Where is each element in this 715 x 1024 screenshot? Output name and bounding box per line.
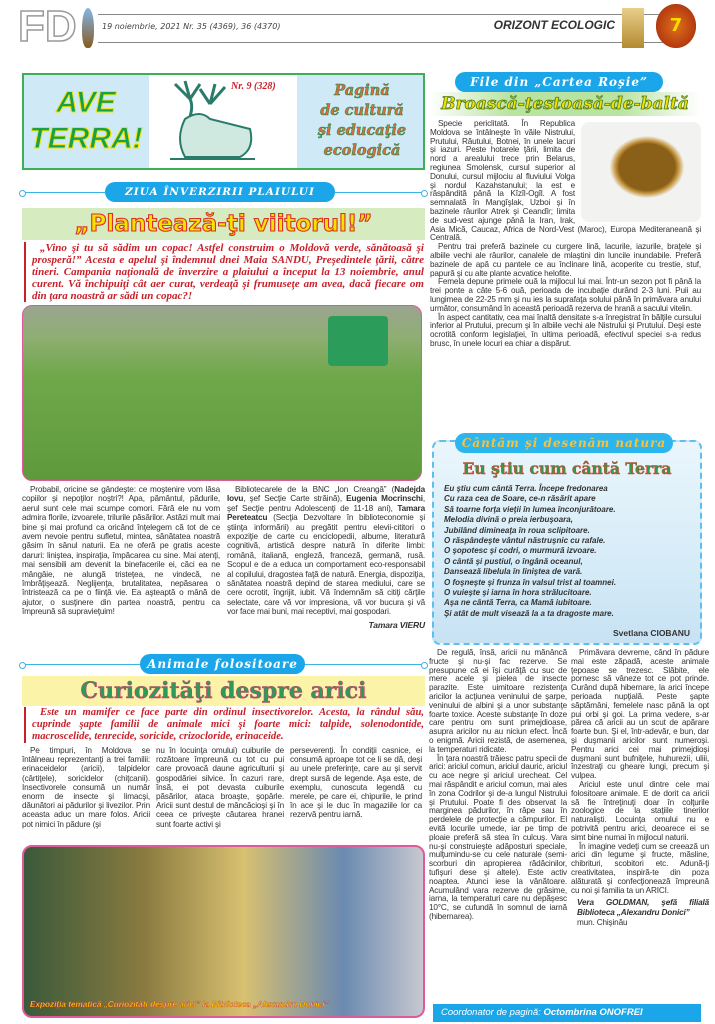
poem-author: Svetlana CIOBANU <box>613 628 690 638</box>
article1-paragraph-1: Probabil, oricine se gândeşte: ce moştenire vom lăsa copiilor şi nepoţilor noştri?! Apa, pământul, pădurile, aerul sunt cele mai scumpe comori. Fără ele nu vom admira florile, izvoarele, trilurile păsărilor. Astăzi mult mai bine şi mai profund ca oricând înţelegem că tot de ce avem nevoie pentru sufletul, mintea, sănătatea noastră găsim în sânul naturii. Ea ne oferă pe gratis aceste daruri: liniştea, inspiraţia, împăcarea cu sine. Mai atenţi, mai sensibili am devenit la binefacerile ei, căci ea ne mângâie, ne alungă tristeţea, ne vindecă, ne îmbrăţişează. Neglijenţa, brutalitatea, nepăsarea o întristează ca pe o fiinţă vie. Ea aşteaptă o mână de ajutor, o susţinere din partea noastră, pentru ca împreună să supravieţuim! <box>22 485 220 617</box>
article3-column-4: De regulă, însă, aricii nu mănâncă fructe şi nu-şi fac rezerve. Se presupune că ei îşi curăţă cu suc de mere acele şi pielea de insecte parazite. Este uimitoare rezistenţa aricilor la acţiunea veninului de şarpe, veninului de albini şi a unor substanţe foarte toxice. Aceste substanţe în doze care pentru om sunt primejdioase, asupra aricilor nu au niciun efect. Încă o enigmă. Aricii rezistă, de asemenea, la temperaturi ridicate. În ţara noastră trăiesc patru specii de arici: ariciul comun, ariciul dauric, ariciul cu ace negre şi ariciul urecheat. Cel mai răspândit e ariciul comun, mai ales în zona Codrilor şi de-a lungul Nistrului şi Prutului. Poate fi des observat la marginea pădurilor, în râpe sau în perdelele de protecţie a câmpurilor. El evită locurile umede, iar pe timp de ploaie preferă să stea în culcuş. Vara nu-şi construieşte adăposturi speciale, mulţumindu-se cu cele naturale (semi-scorburi din apropierea rădăcinilor, tufişuri dese şi altele). Este activ noaptea. Atunci iese la vânătoare. Acumulând vara rezerve de grăsime, iarna, la temperaturi care nu depăşesc 10°C, se cufundă în somnul de iarnă (hibernarea). <box>429 648 567 921</box>
article1-columns <box>22 485 425 630</box>
issue-number: Nr. 9 (328) <box>231 81 276 92</box>
issue-date: 19 noiembrie, 2021 Nr. 35 (4369), 36 (4370) <box>102 22 281 31</box>
rubric-ziua-inverzirii: ZIUA ÎNVERZIRII PLAIULUI <box>105 182 335 202</box>
rubric-cantam-desenam: Cântăm şi desenăm natura <box>455 433 673 453</box>
article3-intro: Este un mamifer ce face parte din ordinul insectivorelor. Acesta, la rândul său, cuprinde şapte familii de animale mici şi foarte mici: talpide, solenodontide, macroscelide, tenrecide, soricide, crizocloride, erinaceide. <box>24 707 424 743</box>
rubric-cartea-rosie: File din „Cartea Roşie” <box>455 72 663 92</box>
masthead <box>22 73 425 170</box>
article3-place: mun. Chişinău <box>577 918 628 928</box>
poem-title: Eu ştiu cum cântă Terra <box>462 459 672 478</box>
poem-lines: Eu ştiu cum cântă Terra. Începe fredonarea Cu raza cea de Soare, ce-n răsărit apare Să toarne forţa vieţii în lumea înconjurătoare. Melodia divină o preia ierbuşoara, Jubilând dimineaţa în roua sclipitoare. O răspândeşte vântul năstruşnic cu rafale. O şopotesc şi codri, o murmură izvoare. O cântă şi pustiul, o îngână oceanul, Dansează libelula în liniştea de vară. O foşneşte şi frunza în valsul trist al toamnei. O vuieşte şi iarna în hora strălucitoare. Aşa ne cântă Terra, ca Mamă iubitoare. Şi atât de mult visează la a ta dragoste mare. <box>444 484 617 618</box>
fd-logo: FD <box>18 2 77 51</box>
article3-title: Curiozităţi despre arici <box>22 676 425 706</box>
article3-column-5: Primăvara devreme, când în pădure mai este zăpadă, aceste animale ţepoase se trezesc. Slăbite, ele pornesc să vâneze tot ce pot prinde. Curând după hibernare, la arici începe perioada nupţială. Peste şapte săptămâni, femelele nasc până la opt pui orbi şi goi. La prima vedere, s-ar părea că aricii au un scut de apărare foarte bun. Şi el, într-adevăr, e bun, dar şi duşmanii aricilor sunt numeroşi. Pentru arici cei mai primejdioşi duşmani sunt bufniţele, huhurezii, uliii, înzestraţi cu gheare lungi, precum şi vulpea. Ariciul este unul dintre cele mai folositoare animale. E de dorit ca aricii să fie întreţinuţi doar în colţurile zoologice de la staţiile tinerilor naturalişti. Locuinţa omului nu e potrivită pentru arici, deoarece ei se simt bine numai în mijlocul naturii. În imagine vedeţi cum se creează un arici din legume şi fructe, măsline, chibrituri, scobitori etc. Adună-ţi creativitatea, inspiră-te din poza alăturată şi confecţionează împreună cu noi şi familia ta un ARICI. Vera GOLDMAN, şefă filială Biblioteca „Alexandru Donici” mun. Chişinău <box>571 648 709 928</box>
article1-author: Tamara VIERU <box>368 619 425 630</box>
rubric-animale-folositoare: Animale folositoare <box>140 654 305 674</box>
poem-box <box>432 440 702 645</box>
page-number: 7 <box>656 4 696 48</box>
article3-column-3: perseverenţi. În condiţii casnice, ei consumă aproape tot ce li se dă, deşi au unele preferinţe, care au şi servit drept sursă de legende. Aşa este, de exemplu, cunoscuta legendă cu merele, pe care ei, chipurile, le prind în ace şi le duc în magaziile lor ca rezervă pentru iarnă. <box>290 746 422 820</box>
article1-paragraph-2: Bibliotecarele de la BNC „Ion Creangă” (Nadejda Iovu, şef Secţie Carte străină), Eugenia Mocrinschi, şef Secţie pentru Adolescenţi de 11-18 ani), Tamara Pereteatcu (Secţia Dezvoltare în biblioteconomie şi ştiinţa informării) au pregătit pentru elevii-cititori o expoziţie de carte cu enciclopedii, albume, literatură cognitivă, artistică despre natură în diferite limbi: română, italiană, engleză, franceză, germană, rusă. Scopul e de a educa un comportament eco-responsabil al copilului, dragostea faţă de natură. Energia, dispoziţia, sănătatea noastră depind de starea mediului, care se cere ocrotit, îngrijit, iubit. Vă îndemnăm să citiţi cărţile selectate, care vă vor impresiona, vă vor bucura şi vă vor face mai buni, mai receptivi, mai gospodari. <box>227 485 425 617</box>
turtle-image <box>581 122 701 222</box>
photo-caption: Expoziţia tematică „Curiozităţi despre arici” la Biblioteca „Alexandru Donici” <box>30 1000 329 1009</box>
masthead-subtitle: Pagină de cultură şi educaţie ecologică <box>317 82 407 159</box>
tractor <box>328 316 388 366</box>
section-name: ORIZONT ECOLOGIC <box>493 18 615 32</box>
coordinator-bar: Coordonator de pagină: Octombrina ONOFREI <box>433 1004 701 1022</box>
article3-column-1: Pe timpuri, în Moldova se întâlneau reprezentanţi a trei familii: erinaceidelor (aricii), talpidelor (cârtiţele), soricidelor (chiţcanii). Insectivorele consumă un număr enorm de insecte şi limacşi, dăunători ai pădurilor şi livezilor. Prin aceasta aduc un mare folos. Aricii pot nimici în pădure (şi <box>22 746 150 829</box>
article1-title: „Plantează-ţi viitorul!” <box>22 208 425 240</box>
hedgehog-exhibition-photo <box>22 845 425 1018</box>
article3-column-2: nu în locuinţa omului) cuiburile de rozătoare împreună cu tot cu pui care provoacă daune agriculturii şi gospodăriei silvice. În cazuri rare, însă, ei pot devasta cuiburile păsărilor, ataca broaşte, şopârle. Aricii sunt destul de mâncăcioşi şi în ceea ce priveşte căutarea hranei sunt foarte activi şi <box>156 746 284 829</box>
tree-planting-photo <box>22 305 422 481</box>
article3-author: Vera GOLDMAN, şefă filială Biblioteca „Alexandru Donici” <box>577 898 709 917</box>
ornament <box>622 8 644 48</box>
article2-body: Specie periclitată. În Republica Moldova se întâlneşte în văile Nistrului, Prutului, Răutului, Botnei, în unele lacuri şi iazuri. Peste hotarele ţării, limita de nord a arealului trece prin Belarus, regiunea Smolensk, cursul superior al Donului, cursul mijlociu al fluviului Volga şi nordul Kazahstanului; la est e răspândită până la Kîzîl-Ogîl. A fost semnalată în Mangîşlak, Uzboi şi în bazinele râurilor Atrek şi Ceandîr; limita de sud-vest ajunge până la Iran, Irak, Asia Mică, Caucaz, Africa de Nord-Vest (Maroc), Europa Mediteraneană şi Centrală. Pentru trai preferă bazinele cu curgere lină, lacurile, iazurile, braţele şi albiile vechi ale râurilor, canalele de mlaştini din luncile inundabile. Preferă bazinele de apă cu pantele ce au înclinare lină, acoperite cu trestie, stuf, papură şi cu alte plante acvatice helofite. Femela depune primele ouă la mijlocul lui mai. Într-un sezon pot fi până la trei ponte a câte 5-6 ouă, perioada de incubaţie durând 2-3 luni. Puii au lungimea de 22-25 mm şi nu ies la suprafaţa solului până în primăvara anului următor, consumând în această perioadă rezerva de hrană a sacului vitelin. În aspect cantitativ, cea mai înaltă densitate s-a înregistrat în bălţile cursului inferior al Prutului, precum şi în albiile vechi ale Nistrului şi Prutului. Deşi este ocrotită conform legislaţiei, în ultima perioadă, efectivul speciei s-a redus brusc, în unele locuri ea chiar a dispărut. <box>430 119 701 348</box>
article2-title: Broască-ţestoasă-de-baltă <box>430 92 700 116</box>
drop-icon <box>82 8 94 48</box>
masthead-title: AVE TERRA! <box>29 86 143 155</box>
deer-illustration <box>149 75 297 168</box>
article1-intro: „Vino şi tu să sădim un copac! Astfel construim o Moldovă verde, sănătoasă şi prosperă!” Acesta e apelul şi îndemnul dnei Maia SANDU, Preşedintele ţării, către tineri. Campania naţională de înverzire a plaiului a început la 13 noiembrie, anul curent. Vă închipuiţi cât aer curat, verdeaţă şi frumuseţe am avea, dacă fiecare om din ţara noastră ar sădi un copac?! <box>24 242 424 302</box>
